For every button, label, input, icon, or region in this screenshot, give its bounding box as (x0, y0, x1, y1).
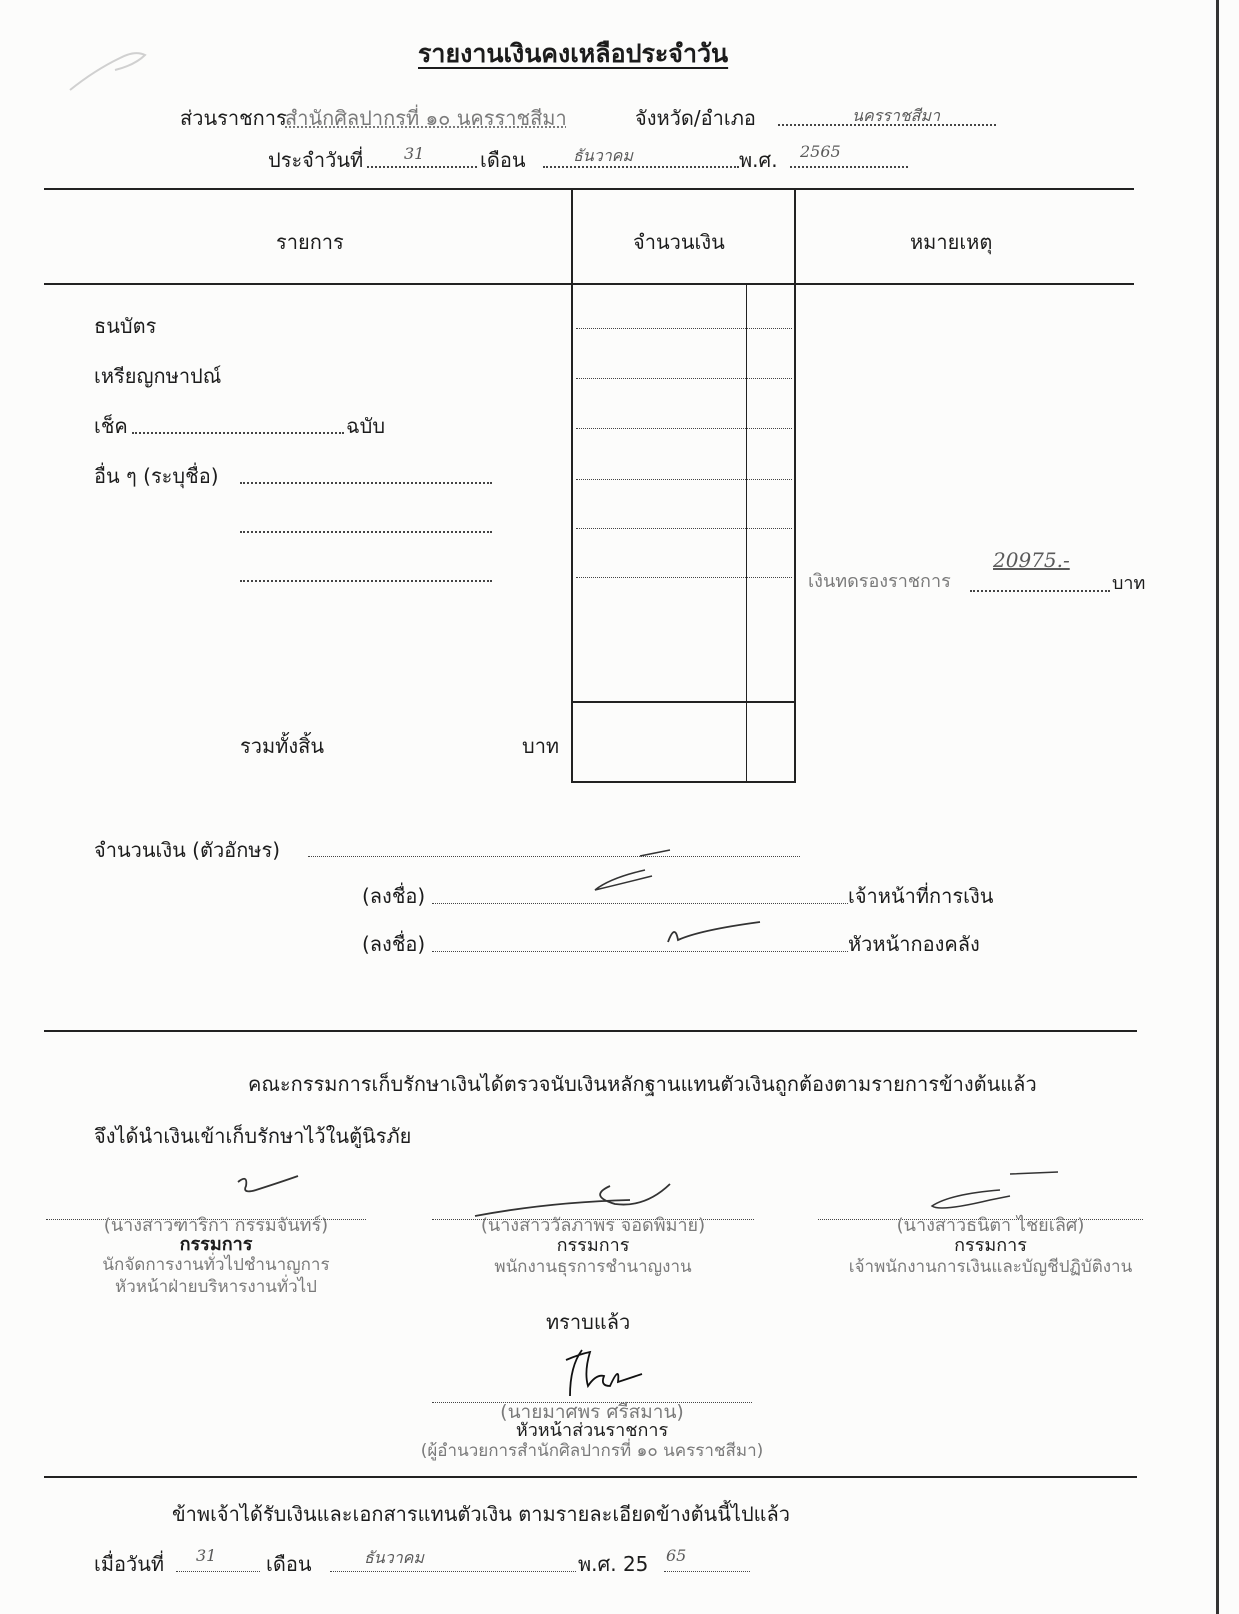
member-2-block (432, 1216, 754, 1278)
member-2-title: กรรมการ (556, 1235, 630, 1256)
other-field-line-2 (240, 531, 492, 533)
amount-row-line (576, 328, 792, 329)
page-edge (1216, 0, 1219, 1614)
signature-line-finance[interactable] (432, 903, 848, 904)
row-label-other: อื่น ๆ (ระบุชื่อ) (94, 464, 219, 488)
member-3-title: กรรมการ (954, 1235, 1027, 1256)
amount-row-line (576, 378, 792, 379)
receipt-divider (44, 1476, 1137, 1478)
column-header-amount: จำนวนเงิน (633, 230, 725, 254)
row-label-cheque: เช็ค (94, 414, 128, 438)
signature-role-treasury-head: หัวหน้ากองคลัง (848, 932, 980, 956)
total-row-top-border (571, 701, 796, 703)
signature-scribble-icon (660, 918, 770, 948)
member-3-position1: เจ้าพนักงานการเงินและบัญชีปฏิบัติงาน (848, 1257, 1133, 1277)
signature-scribble-icon (590, 848, 690, 898)
remark-label: เงินทดรองราชการ (808, 571, 951, 592)
signature-head (560, 1346, 650, 1405)
signature-scribble-icon (470, 1180, 700, 1220)
member-1-block (46, 1216, 386, 1298)
agency-value: สำนักศิลปากรที่ ๑๐ นครราชสีมา (285, 106, 567, 130)
member-1-position2: หัวหน้าฝ่ายบริหารงานทั่วไป (115, 1277, 317, 1297)
receipt-year-value[interactable]: 65 (666, 1546, 687, 1565)
satang-col-divider (746, 283, 747, 783)
other-field-line-3 (240, 580, 492, 582)
row-label-cheque-suffix: ฉบับ (346, 414, 386, 438)
acknowledged-label: ทราบแล้ว (546, 1310, 631, 1334)
signature-line-treasury-head[interactable] (432, 951, 848, 952)
signature-member-3 (930, 1168, 1060, 1217)
receipt-month-label: เดือน (266, 1552, 312, 1576)
amount-in-words-field[interactable] (308, 856, 800, 857)
year-value[interactable]: 2565 (800, 142, 841, 161)
member-1-position1: นักจัดการงานทั่วไปชำนาญการ (102, 1255, 330, 1275)
head-position: (ผู้อำนวยการสำนักศิลปากรที่ ๑๐ นครราชสีมา) (420, 1441, 764, 1461)
year-field-line (790, 166, 908, 168)
year-label: พ.ศ. (739, 148, 778, 172)
total-label: รวมทั้งสิ้น (240, 734, 324, 758)
page-title: รายงานเงินคงเหลือประจำวัน (418, 39, 729, 68)
committee-statement-line2: จึงได้นำเงินเข้าเก็บรักษาไว้ในตู้นิรภัย (94, 1124, 412, 1148)
signature-scribble-icon (930, 1168, 1060, 1213)
signature-prefix-treasury-head: (ลงชื่อ) (362, 932, 426, 956)
member-2-position1: พนักงานธุรการชำนาญงาน (494, 1257, 692, 1277)
month-label: เดือน (480, 148, 526, 172)
total-row-bottom-border (571, 781, 796, 783)
receipt-day-field (176, 1571, 260, 1572)
remark-unit: บาท (1112, 573, 1146, 594)
member-1-name: (นางสาวฑาริกา กรรมจันทร์) (103, 1215, 329, 1236)
scribble-icon (65, 40, 155, 100)
member-2-name: (นางสาววัลภาพร จอดพิมาย) (480, 1215, 706, 1236)
column-header-remarks: หมายเหตุ (910, 230, 993, 254)
member-3-block (818, 1216, 1163, 1278)
signature-scribble-icon (236, 1172, 306, 1202)
amount-row-line (576, 479, 792, 480)
receipt-month-field (330, 1571, 576, 1572)
cheque-field-line (132, 432, 344, 434)
signature-prefix-finance: (ลงชื่อ) (362, 884, 426, 908)
column-header-items: รายการ (276, 230, 344, 254)
other-field-line-1 (240, 482, 492, 484)
receipt-month-value[interactable]: ธันวาคม (364, 1548, 424, 1567)
total-unit: บาท (522, 734, 560, 758)
signature-member-1 (236, 1172, 306, 1206)
table-header-bottom-border (44, 283, 1134, 285)
remark-value[interactable]: 20975.- (993, 548, 1070, 572)
month-value[interactable]: ธันวาคม (573, 146, 633, 165)
remark-field-line (970, 590, 1110, 592)
amount-in-words-label: จำนวนเงิน (ตัวอักษร) (94, 838, 281, 862)
signature-role-finance: เจ้าหน้าที่การเงิน (848, 884, 994, 908)
faint-mark (65, 40, 155, 100)
head-name: (นายมาศพร ศรีสมาน) (500, 1401, 684, 1423)
day-label: ประจำวันที่ (268, 148, 364, 172)
amount-row-line (576, 428, 792, 429)
receipt-year-label: พ.ศ. 25 (578, 1552, 649, 1576)
receipt-day-value[interactable]: 31 (196, 1546, 217, 1565)
receipt-statement: ข้าพเจ้าได้รับเงินและเอกสารแทนตัวเงิน ตามรายละเอียดข้างต้นนี้ไปแล้ว (172, 1502, 791, 1526)
receipt-day-label: เมื่อวันที่ (94, 1552, 165, 1576)
row-label-banknotes: ธนบัตร (94, 314, 157, 338)
head-block (412, 1402, 772, 1462)
member-3-name: (นางสาวธนิตา ไชยเลิศ) (896, 1215, 1085, 1236)
committee-statement-line1: คณะกรรมการเก็บรักษาเงินได้ตรวจนับเงินหลักฐานแทนตัวเงินถูกต้องตามรายการข้างต้นแล้ว (248, 1072, 1037, 1096)
table-top-border (44, 188, 1134, 190)
signature-treasury-head (660, 918, 770, 952)
province-label: จังหวัด/อำเภอ (635, 106, 756, 130)
receipt-year-field (664, 1571, 750, 1572)
member-1-title: กรรมการ (179, 1234, 253, 1255)
agency-label: ส่วนราชการ (180, 106, 287, 130)
day-field-line (367, 166, 477, 168)
amount-col-left-border (571, 188, 573, 783)
signature-scribble-icon (560, 1346, 650, 1401)
head-title: หัวหน้าส่วนราชการ (515, 1420, 669, 1441)
day-value[interactable]: 31 (404, 144, 425, 163)
signature-finance (590, 848, 690, 902)
province-value[interactable]: นครราชสีมา (852, 106, 940, 125)
amount-row-line (576, 577, 792, 578)
section-divider (44, 1030, 1137, 1032)
row-label-coins: เหรียญกษาปณ์ (94, 364, 222, 388)
amount-row-line (576, 528, 792, 529)
amount-col-right-border (794, 188, 796, 783)
